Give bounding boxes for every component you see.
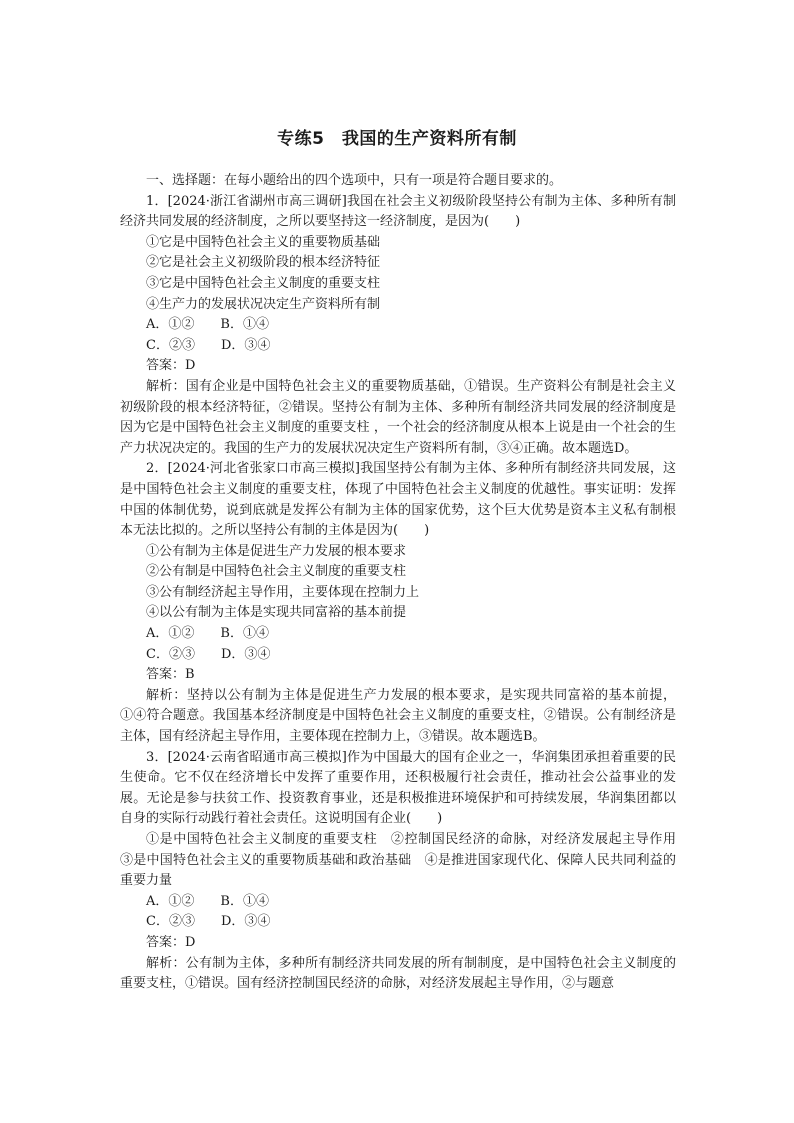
question-2-analysis: 解析：坚持以公有制为主体是促进生产力发展的根本要求，是实现共同富裕的基本前提，①④符合题意。我国基本经济制度是中国特色社会主义制度的重要支柱，②错误。公有制经济是主体，国有经济起主导作用，主要体现在控制力上，③错误。故本题选B。 bbox=[120, 687, 676, 745]
question-3-analysis: 解析：公有制为主体，多种所有制经济共同发展的所有制制度，是中国特色社会主义制度的重要支柱，①错误。国有经济控制国民经济的命脉，对经济发展起主导作用，②与题意 bbox=[120, 955, 676, 992]
question-1-answer: 答案：D bbox=[146, 358, 196, 374]
question-1-statement-4: ④生产力的发展状况决定生产资料所有制 bbox=[146, 296, 381, 312]
question-1-analysis: 解析：国有企业是中国特色社会主义的重要物质基础，①错误。生产资料公有制是社会主义初级阶段的根本经济特征，②错误。坚持公有制为主体、多种所有制经济共同发展的经济制度是因为它是中国特色社会主义制度的重要支柱 ，一个社会的经济制度从根本上说是由一个社会的生产力状况决定的。我国的生产力的发展状况决定生产资料所有制，③④正确。故本题选D。 bbox=[120, 378, 676, 456]
document-body bbox=[120, 171, 690, 995]
question-2-statement-2: ②公有制是中国特色社会主义制度的重要支柱 bbox=[146, 564, 407, 580]
question-2-statement-4: ④以公有制为主体是实现共同富裕的基本前提 bbox=[146, 605, 407, 621]
question-1-stem: 1．[2024·浙江省湖州市高三调研]我国在社会主义初级阶段坚持公有制为主体、多种所有制经济共同发展的经济制度，之所以要坚持这一经济制度，是因为( ) bbox=[120, 193, 676, 230]
question-1-options-row-1: A．①② B．①④ bbox=[146, 317, 269, 333]
question-1-statement-1: ①它是中国特色社会主义的重要物质基础 bbox=[146, 234, 381, 250]
question-3-answer: 答案：D bbox=[146, 934, 196, 950]
question-3-statements: ①是中国特色社会主义制度的重要支柱 ②控制国民经济的命脉，对经济发展起主导作用 ③是中国特色社会主义的重要物质基础和政治基础 ④是推进国家现代化、保障人民共同利益的重要力量 bbox=[120, 832, 690, 889]
page-title: 专练5 我国的生产资料所有制 bbox=[277, 129, 517, 149]
question-3-stem: 3．[2024·云南省昭通市高三模拟]作为中国最大的国有企业之一，华润集团承担着重要的民生使命。它不仅在经济增长中发挥了重要作用，还积极履行社会责任，推动社会公益事业的发展。无论是参与扶贫工作、投资教育事业，还是积极推进环境保护和可持续发展，华润集团都以自身的实际行动践行着社会责任。这说明国有企业( ) bbox=[120, 749, 676, 827]
question-2-options-row-2: C．②③ D．③④ bbox=[146, 646, 271, 662]
question-1-statement-3: ③它是中国特色社会主义制度的重要支柱 bbox=[146, 275, 381, 291]
question-2-statement-1: ①公有制为主体是促进生产力发展的根本要求 bbox=[146, 543, 407, 559]
question-3-options-row-2: C．②③ D．③④ bbox=[146, 914, 271, 930]
question-2-stem: 2．[2024·河北省张家口市高三模拟]我国坚持公有制为主体、多种所有制经济共同发展，这是中国特色社会主义制度的重要支柱，体现了中国特色社会主义制度的优越性。事实证明：发挥中国的体制优势，说到底就是发挥公有制为主体的国家优势，这个巨大优势是资本主义私有制根本无法比拟的。之所以坚持公有制的主体是因为( ) bbox=[120, 461, 676, 539]
question-2-options-row-1: A．①② B．①④ bbox=[146, 626, 269, 642]
question-1-statement-2: ②它是社会主义初级阶段的根本经济特征 bbox=[146, 255, 381, 271]
question-3-options-row-1: A．①② B．①④ bbox=[146, 893, 269, 909]
question-1-options-row-2: C．②③ D．③④ bbox=[146, 337, 271, 353]
question-2-answer: 答案：B bbox=[146, 667, 195, 683]
section-heading: 一、选择题：在每小题给出的四个选项中，只有一项是符合题目要求的。 bbox=[146, 173, 563, 188]
question-2-statement-3: ③公有制经济起主导作用，主要体现在控制力上 bbox=[146, 584, 420, 600]
